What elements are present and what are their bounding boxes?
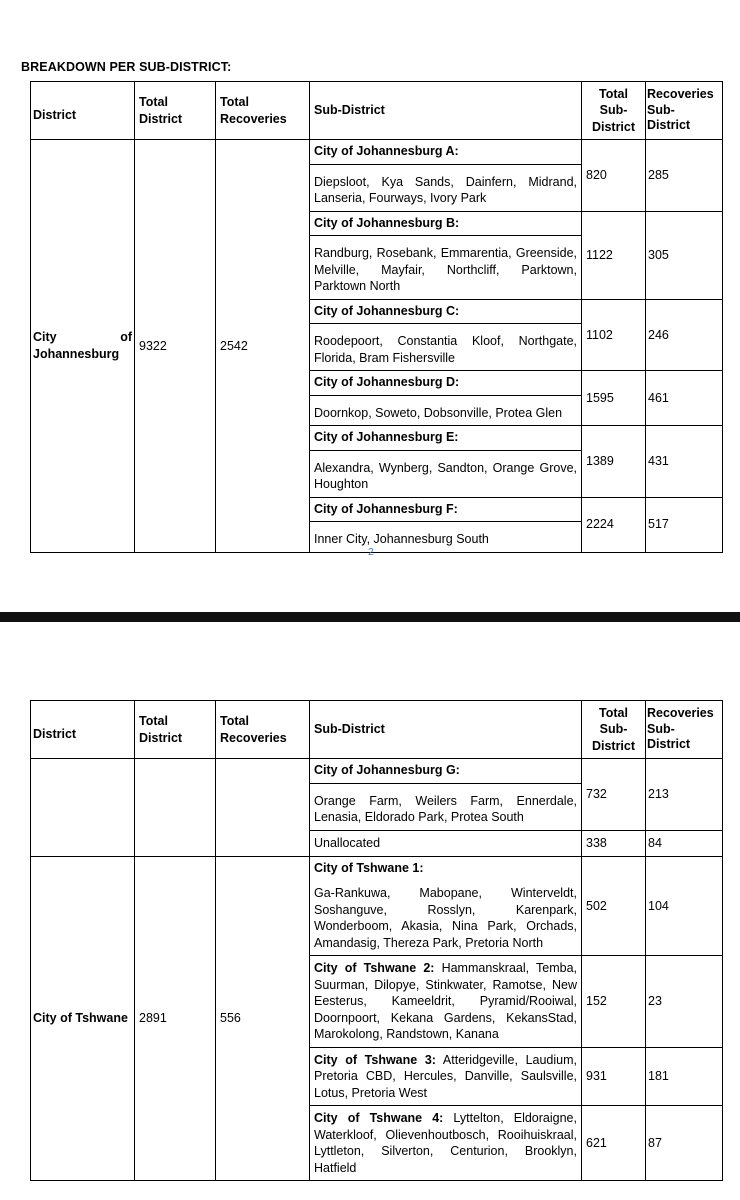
page-divider (0, 612, 740, 622)
total-recoveries-value: 2542 (216, 140, 310, 553)
sub-recoveries-value: 84 (646, 830, 723, 856)
header-sub-district: Sub-District (310, 701, 582, 759)
sub-district-areas: Ga-Rankuwa, Mabopane, Winterveldt, Soshanguve, Rosslyn, Karenpark, Wonderboom, Akasia, Nina Park, Orchads, Amandasig, Thereza Park, Pretoria North (314, 886, 577, 950)
sub-district-title: City of Johannesburg D: (310, 371, 581, 396)
breakdown-table-page2 (30, 700, 723, 1181)
breakdown-table-page1 (30, 81, 723, 553)
district-name-part: of (120, 330, 132, 345)
sub-district-areas: Diepsloot, Kya Sands, Dainfern, Midrand, Lanseria, Fourways, Ivory Park (314, 174, 577, 205)
page-number: 2 (368, 546, 374, 558)
sub-district-cell (310, 1106, 582, 1181)
sub-district-areas: Doornkop, Soweto, Dobsonville, Protea Glen (314, 405, 563, 420)
sub-district-cell (310, 371, 582, 426)
sub-district-cell (310, 211, 582, 299)
sub-total-value: 1389 (582, 426, 646, 498)
header-total-recoveries: Total Recoveries (216, 82, 310, 140)
sub-district-areas: Alexandra, Wynberg, Sandton, Orange Grove, Houghton (314, 460, 577, 491)
sub-district-cell (310, 299, 582, 371)
sub-recoveries-value: 305 (646, 211, 723, 299)
district-cell-empty (31, 759, 135, 857)
total-district-value: 2891 (135, 856, 216, 1181)
sub-recoveries-value: 461 (646, 371, 723, 426)
header-total-recoveries: Total Recoveries (216, 701, 310, 759)
sub-district-title: City of Johannesburg A: (310, 140, 581, 165)
sub-total-value: 338 (582, 830, 646, 856)
sub-recoveries-value: 23 (646, 956, 723, 1048)
total-recoveries-empty (216, 759, 310, 857)
total-district-value: 9322 (135, 140, 216, 553)
sub-district-cell (310, 856, 582, 956)
table-row (31, 856, 723, 956)
sub-district-title: City of Tshwane 3: (314, 1052, 436, 1067)
sub-recoveries-value: 213 (646, 759, 723, 831)
sub-district-title: City of Tshwane 2: (314, 961, 435, 976)
sub-district-title: City of Johannesburg G: (310, 759, 581, 784)
sub-district-title: City of Tshwane 1: (314, 860, 424, 875)
sub-total-value: 931 (582, 1048, 646, 1106)
sub-district-cell (310, 759, 582, 831)
table-header-row (31, 701, 723, 759)
sub-district-title: City of Johannesburg B: (310, 212, 581, 237)
header-total-district: Total District (135, 701, 216, 759)
sub-district-cell (310, 140, 582, 212)
sub-total-value: 2224 (582, 497, 646, 552)
district-name: City of Tshwane (31, 856, 135, 1181)
sub-recoveries-value: 285 (646, 140, 723, 212)
header-sub-district: Sub-District (310, 82, 582, 140)
sub-district-title: City of Johannesburg E: (310, 426, 581, 451)
sub-total-value: 1102 (582, 299, 646, 371)
sub-district-cell (310, 956, 582, 1048)
sub-recoveries-value: 87 (646, 1106, 723, 1181)
table-header-row (31, 82, 723, 140)
header-recoveries-sub-district: Recoveries Sub- District (646, 82, 723, 140)
header-total-sub-district: Total Sub- District (582, 701, 646, 759)
sub-district-areas: Hammanskraal, Temba, Suurman, Dilopye, Stinkwater, Ramotse, New Eesterus, Kameeldrit, Pyramid/Rooiwal, Doornpoort, Kekana Gardens, KekansStad, Marokolong, Randstown, Kanana (314, 961, 577, 1042)
district-name-line2: Johannesburg (33, 346, 120, 361)
district-name (33, 329, 132, 346)
sub-total-value: 732 (582, 759, 646, 831)
sub-total-value: 502 (582, 856, 646, 956)
sub-total-value: 152 (582, 956, 646, 1048)
table-row (31, 759, 723, 831)
section-heading: BREAKDOWN PER SUB-DISTRICT: (21, 60, 232, 74)
sub-total-value: 621 (582, 1106, 646, 1181)
district-cell (31, 140, 135, 553)
sub-district-cell (310, 426, 582, 498)
sub-district-areas: Inner City, Johannesburg South (314, 532, 489, 546)
sub-recoveries-value: 246 (646, 299, 723, 371)
total-recoveries-value: 556 (216, 856, 310, 1181)
total-district-empty (135, 759, 216, 857)
table-row (31, 140, 723, 212)
unallocated-label: Unallocated (310, 830, 582, 856)
sub-district-title: City of Johannesburg C: (310, 300, 581, 325)
sub-district-cell (310, 497, 582, 552)
sub-total-value: 820 (582, 140, 646, 212)
sub-district-title: City of Johannesburg F: (310, 498, 581, 523)
sub-district-areas: Orange Farm, Weilers Farm, Ennerdale, Lenasia, Eldorado Park, Protea South (314, 793, 577, 824)
sub-recoveries-value: 181 (646, 1048, 723, 1106)
sub-district-areas: Lyttelton, Eldoraigne, Waterkloof, Olievenhoutbosch, Rooihuiskraal, Lyttleton, Silverton, Centurion, Brooklyn, Hatfield (314, 1111, 577, 1175)
header-district: District (31, 701, 135, 759)
sub-recoveries-value: 104 (646, 856, 723, 956)
sub-district-cell (310, 1048, 582, 1106)
header-district: District (31, 82, 135, 140)
sub-total-value: 1595 (582, 371, 646, 426)
header-total-sub-district: Total Sub- District (582, 82, 646, 140)
sub-recoveries-value: 517 (646, 497, 723, 552)
sub-district-areas: Roodepoort, Constantia Kloof, Northgate, Florida, Bram Fishersville (314, 334, 577, 365)
sub-district-title: City of Tshwane 4: (314, 1111, 444, 1125)
sub-district-areas: Randburg, Rosebank, Emmarentia, Greenside, Melville, Mayfair, Northcliff, Parktown, Parktown North (314, 246, 577, 293)
sub-district-areas: Atteridgeville, Laudium, Pretoria CBD, Hercules, Danville, Saulsville, Lotus, Pretoria West (314, 1052, 577, 1100)
sub-recoveries-value: 431 (646, 426, 723, 498)
district-name-part: City (33, 330, 57, 345)
header-recoveries-sub-district: Recoveries Sub- District (646, 701, 723, 759)
sub-total-value: 1122 (582, 211, 646, 299)
header-total-district: Total District (135, 82, 216, 140)
